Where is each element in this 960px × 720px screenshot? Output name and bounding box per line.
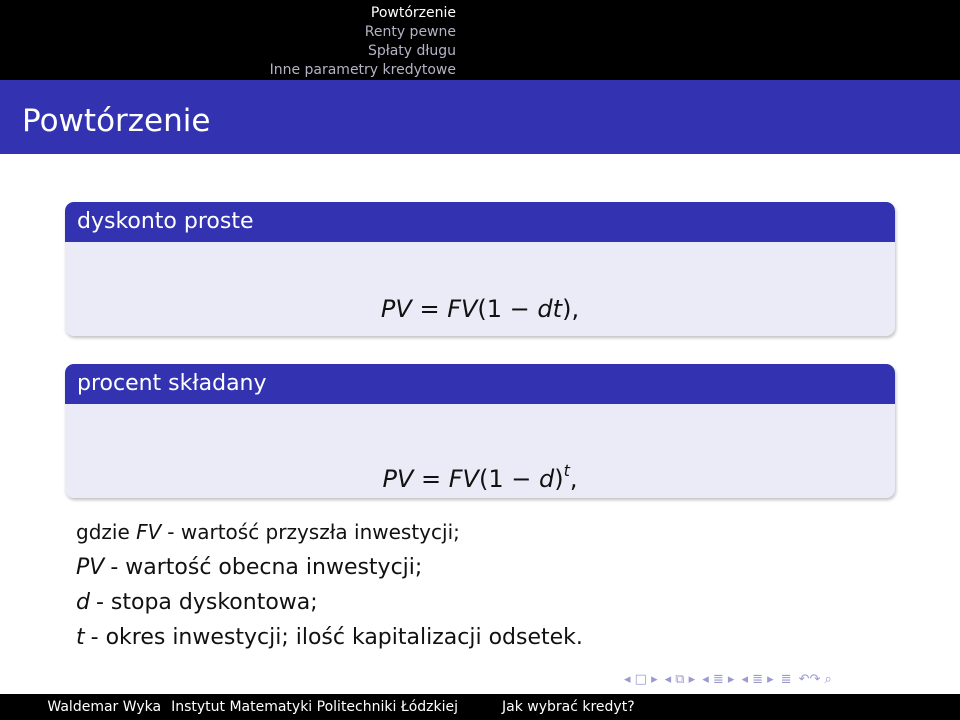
block-body bbox=[65, 404, 895, 498]
formula-pv: PV bbox=[382, 465, 414, 493]
formula-equals: = bbox=[411, 295, 448, 323]
formula-fv: FV bbox=[447, 295, 478, 323]
nav-section-powtorzenie[interactable]: Powtórzenie bbox=[370, 5, 456, 21]
nav-section-splaty-dlugu[interactable]: Spłaty długu bbox=[367, 43, 456, 59]
footer-institute: Instytut Matematyki Politechniki Łódzkiej bbox=[171, 699, 458, 715]
block-title: procent składany bbox=[65, 364, 895, 404]
formula-pv: PV bbox=[380, 295, 412, 323]
formula-tail: , bbox=[569, 465, 578, 493]
definition-symbol: FV bbox=[136, 520, 162, 544]
section-nav-icon[interactable]: ◂ ≣ ▸ bbox=[741, 672, 774, 687]
formula-simple-discount bbox=[65, 294, 895, 324]
formula-equals: = bbox=[413, 465, 449, 493]
frame-nav-icon[interactable]: ◂ ⧉ ▸ bbox=[664, 672, 696, 687]
formula-open: (1 − bbox=[477, 295, 538, 323]
definitions bbox=[76, 515, 936, 655]
formula-fv: FV bbox=[448, 465, 479, 493]
definition-line bbox=[76, 620, 936, 655]
frame-title: Powtórzenie bbox=[22, 103, 211, 139]
beamer-navigation-symbols bbox=[624, 671, 954, 689]
formula-close: ) bbox=[554, 465, 564, 493]
definition-prefix: gdzie bbox=[76, 520, 137, 544]
formula-d: d bbox=[538, 465, 555, 493]
definition-symbol: t bbox=[76, 625, 85, 650]
formula-open: (1 − bbox=[478, 465, 539, 493]
block-title: dyskonto proste bbox=[65, 202, 895, 242]
definition-line bbox=[76, 585, 936, 620]
nav-section-inne-parametry[interactable]: Inne parametry kredytowe bbox=[269, 62, 456, 78]
align-icon[interactable]: ≣ bbox=[780, 672, 792, 687]
header-right bbox=[480, 0, 960, 80]
slide-nav-icon[interactable]: ◂ □ ▸ bbox=[624, 672, 658, 687]
definition-text: - okres inwestycji; ilość kapitalizacji odsetek. bbox=[90, 625, 583, 650]
block-simple-discount bbox=[65, 202, 895, 336]
footer-right bbox=[480, 694, 960, 720]
formula-close: ), bbox=[562, 295, 580, 323]
formula-exponent-t: t bbox=[563, 461, 570, 480]
nav-section-renty-pewne[interactable]: Renty pewne bbox=[364, 24, 456, 40]
definition-symbol: d bbox=[76, 590, 90, 615]
definition-line bbox=[76, 515, 936, 550]
section-navigation bbox=[0, 4, 480, 80]
formula-dt: dt bbox=[537, 295, 563, 323]
definition-text: - wartość przyszła inwestycji; bbox=[167, 520, 460, 544]
search-back-forward-icon[interactable]: ↶↷ ⌕ bbox=[798, 672, 832, 687]
definition-line bbox=[76, 550, 936, 585]
footer-left bbox=[0, 694, 480, 720]
block-body bbox=[65, 242, 895, 336]
definition-symbol: PV bbox=[76, 555, 105, 580]
footer-bar bbox=[0, 694, 960, 720]
footer-title: Jak wybrać kredyt? bbox=[502, 699, 635, 715]
subsection-nav-icon[interactable]: ◂ ≣ ▸ bbox=[702, 672, 735, 687]
footer-author: Waldemar Wyka bbox=[47, 699, 162, 715]
definition-text: - wartość obecna inwestycji; bbox=[110, 555, 423, 580]
formula-compound bbox=[65, 456, 895, 494]
definition-text: - stopa dyskontowa; bbox=[95, 590, 318, 615]
block-compound-interest bbox=[65, 364, 895, 498]
